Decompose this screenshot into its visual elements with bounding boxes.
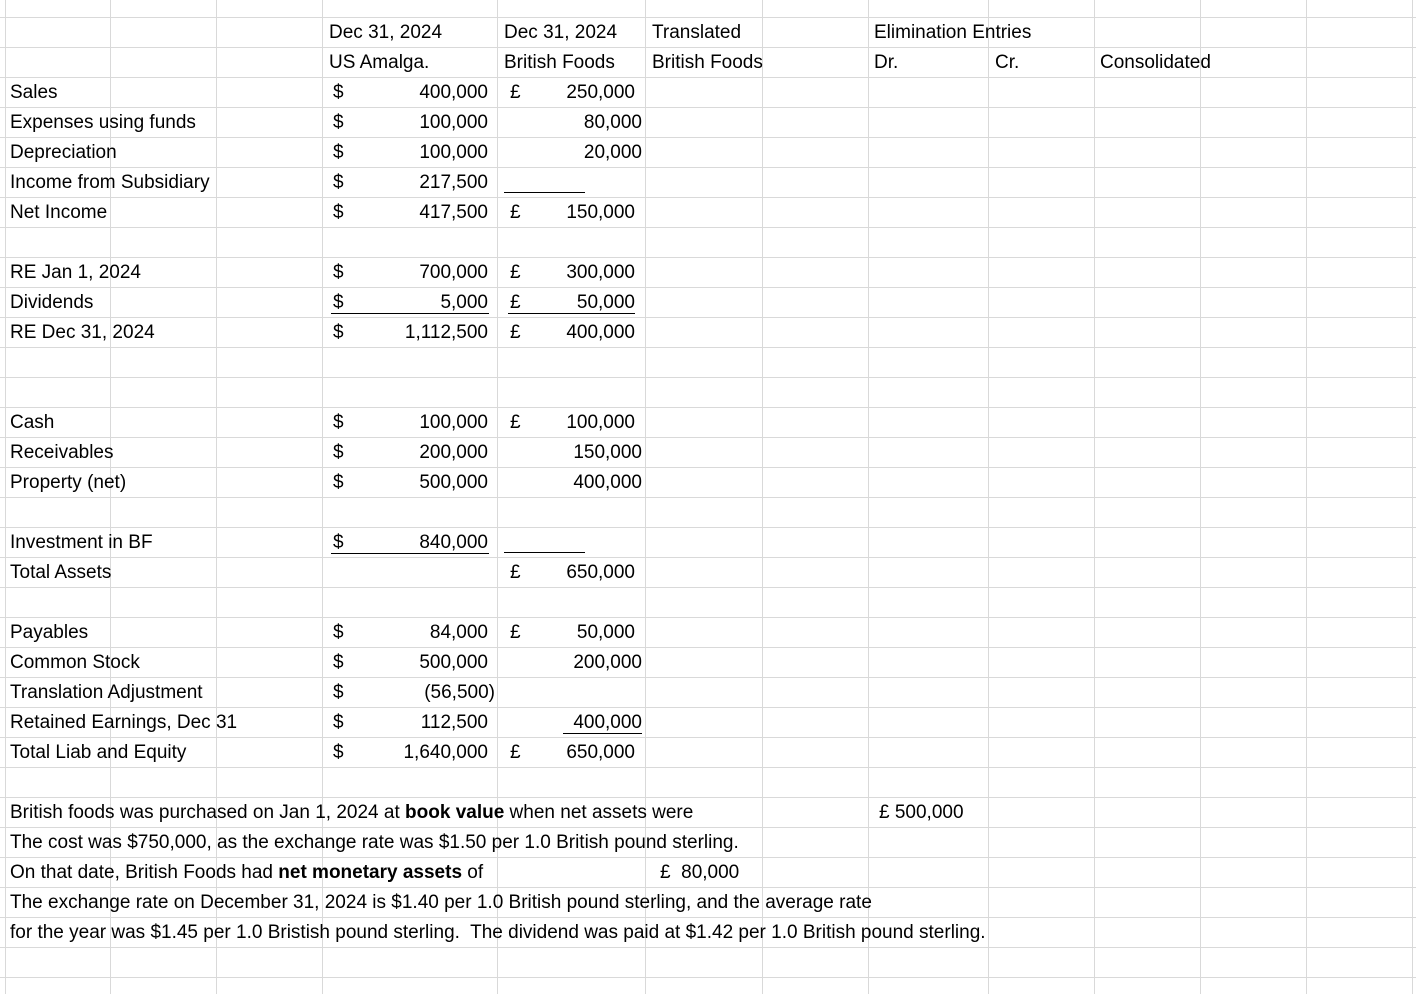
dollar-sign: $ (333, 202, 344, 223)
label-income-subsidiary: Income from Subsidiary (10, 172, 210, 193)
note-monetary-pre: On that date, British Foods had (10, 862, 279, 883)
note-monetary (10, 858, 483, 888)
value-property-bf: 400,000 (573, 472, 642, 493)
label-sales: Sales (10, 82, 58, 103)
dollar-sign: $ (333, 712, 344, 733)
value-payables-us: 84,000 (429, 622, 488, 643)
value-receivables-us: 200,000 (419, 442, 488, 463)
value-depreciation-us: 100,000 (419, 142, 488, 163)
value-dividends-us: 5,000 (440, 292, 488, 313)
pound-sign: £ (510, 622, 521, 643)
value-common-stock-bf: 200,000 (573, 652, 642, 673)
dollar-sign: $ (333, 742, 344, 763)
pound-sign: £ (510, 82, 521, 103)
value-investment-us: 840,000 (419, 532, 488, 553)
label-total-liab: Total Liab and Equity (10, 742, 187, 763)
header-dr: Dr. (874, 52, 899, 73)
value-depreciation-bf: 20,000 (583, 142, 642, 163)
note-purchase-post: when net assets were (504, 802, 694, 823)
value-re-jan-us: 700,000 (419, 262, 488, 283)
dollar-sign: $ (333, 322, 344, 343)
value-re-dec-bf: 400,000 (566, 322, 635, 343)
note-average-rate: for the year was $1.45 per 1.0 Bristish pound sterling. The dividend was paid at $1.42 per 1.0 British pound sterling. (10, 922, 986, 943)
header-elimination: Elimination Entries (874, 22, 1032, 43)
pound-sign: £ (510, 742, 521, 763)
label-expenses: Expenses using funds (10, 112, 196, 133)
header-date-bf: Dec 31, 2024 (504, 22, 618, 43)
note-purchase-bold: book value (405, 802, 505, 823)
underline (331, 313, 489, 314)
dollar-sign: $ (333, 442, 344, 463)
value-expenses-us: 100,000 (419, 112, 488, 133)
label-payables: Payables (10, 622, 89, 643)
underline (331, 553, 489, 554)
label-re-jan: RE Jan 1, 2024 (10, 262, 141, 283)
header-translated: Translated (652, 22, 742, 43)
dollar-sign: $ (333, 292, 344, 313)
value-net-income-bf: 150,000 (566, 202, 635, 223)
value-net-income-us: 417,500 (419, 202, 488, 223)
value-dividends-bf: 50,000 (576, 292, 635, 313)
dollar-sign: $ (333, 652, 344, 673)
label-investment: Investment in BF (10, 532, 153, 553)
underline (508, 313, 635, 314)
value-income-subsidiary-us: 217,500 (419, 172, 488, 193)
dollar-sign: $ (333, 622, 344, 643)
header-british-foods-translated: British Foods (652, 52, 763, 73)
note-cost: The cost was $750,000, as the exchange rate was $1.50 per 1.0 British pound sterling. (10, 832, 739, 853)
note-monetary-post: of (462, 862, 484, 883)
label-retained-earnings: Retained Earnings, Dec 31 (10, 712, 238, 733)
pound-sign: £ (510, 322, 521, 343)
label-net-income: Net Income (10, 202, 108, 223)
pound-sign: £ (510, 292, 521, 313)
dollar-sign: $ (333, 262, 344, 283)
pound-sign: £ (510, 202, 521, 223)
underline (504, 192, 585, 193)
dollar-sign: $ (333, 112, 344, 133)
value-total-liab-bf: 650,000 (566, 742, 635, 763)
pound-sign: £ (510, 412, 521, 433)
value-translation-adjustment-us: (56,500) (424, 682, 495, 703)
value-expenses-bf: 80,000 (583, 112, 642, 133)
dollar-sign: $ (333, 682, 344, 703)
header-cr: Cr. (995, 52, 1020, 73)
dollar-sign: $ (333, 172, 344, 193)
dollar-sign: $ (333, 412, 344, 433)
label-common-stock: Common Stock (10, 652, 140, 673)
note-exchange-rate: The exchange rate on December 31, 2024 is $1.40 per 1.0 British pound sterling, and the average rate (10, 892, 872, 913)
value-re-dec-us: 1,112,500 (404, 322, 488, 343)
header-date-us: Dec 31, 2024 (329, 22, 443, 43)
value-cash-bf: 100,000 (566, 412, 635, 433)
pound-sign: £ (510, 562, 521, 583)
dollar-sign: $ (333, 142, 344, 163)
value-sales-us: 400,000 (419, 82, 488, 103)
label-total-assets: Total Assets (10, 562, 112, 583)
value-re-jan-bf: 300,000 (566, 262, 635, 283)
note-monetary-value: £ 80,000 (660, 862, 740, 883)
value-total-liab-us: 1,640,000 (403, 742, 488, 763)
header-consolidated: Consolidated (1100, 52, 1211, 73)
value-retained-earnings-bf: 400,000 (573, 712, 642, 733)
header-us-amalga: US Amalga. (329, 52, 430, 73)
label-translation-adjustment: Translation Adjustment (10, 682, 203, 703)
label-re-dec: RE Dec 31, 2024 (10, 322, 155, 343)
dollar-sign: $ (333, 472, 344, 493)
label-depreciation: Depreciation (10, 142, 117, 163)
dollar-sign: $ (333, 82, 344, 103)
pound-sign: £ (510, 262, 521, 283)
value-payables-bf: 50,000 (576, 622, 635, 643)
value-receivables-bf: 150,000 (573, 442, 642, 463)
label-receivables: Receivables (10, 442, 114, 463)
note-monetary-bold: net monetary assets (278, 862, 463, 883)
value-retained-earnings-us: 112,500 (420, 712, 488, 733)
value-total-assets-bf: 650,000 (566, 562, 635, 583)
header-british-foods: British Foods (504, 52, 615, 73)
underline (504, 552, 585, 553)
label-cash: Cash (10, 412, 55, 433)
label-dividends: Dividends (10, 292, 94, 313)
value-property-us: 500,000 (419, 472, 488, 493)
value-sales-bf: 250,000 (566, 82, 635, 103)
value-cash-us: 100,000 (419, 412, 488, 433)
label-property: Property (net) (10, 472, 127, 493)
note-net-assets-value: £ 500,000 (879, 802, 964, 823)
note-purchase-pre: British foods was purchased on Jan 1, 2024 at (10, 802, 406, 823)
note-purchase (10, 798, 693, 828)
value-common-stock-us: 500,000 (419, 652, 488, 673)
underline (563, 733, 642, 734)
dollar-sign: $ (333, 532, 344, 553)
